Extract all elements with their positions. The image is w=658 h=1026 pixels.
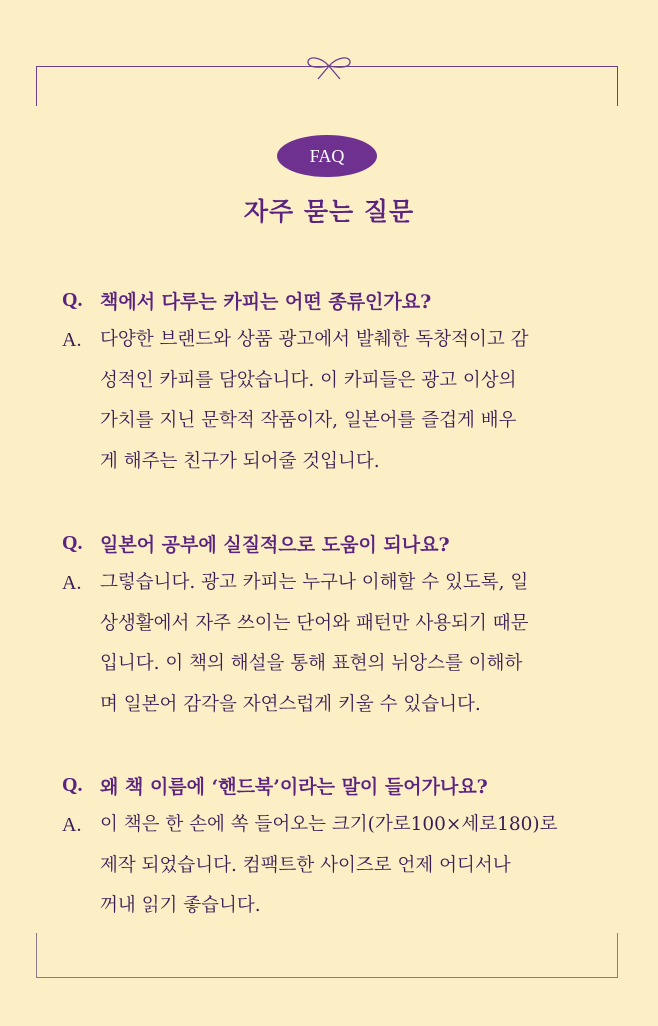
- answer-line: 그렇습니다. 광고 카피는 누구나 이해할 수 있도록, 일: [100, 572, 529, 593]
- ribbon-bow-icon: [302, 52, 356, 82]
- question-mark: Q.: [62, 774, 83, 796]
- answer-line: 게 해주는 친구가 되어줄 것입니다.: [100, 450, 380, 472]
- answer-mark: A.: [62, 572, 82, 594]
- answer-line: 상생활에서 자주 쓰이는 단어와 패턴만 사용되기 때문: [100, 612, 529, 634]
- answer-text: [100, 320, 528, 482]
- bottom-frame: [36, 933, 618, 978]
- answer-line: 며 일본어 감각을 자연스럽게 키울 수 있습니다.: [100, 693, 481, 715]
- answer-mark: A.: [62, 814, 82, 836]
- faq-item: [62, 765, 602, 927]
- answer-line: 다양한 브랜드와 상품 광고에서 발췌한 독창적이고 감: [100, 329, 529, 350]
- faq-badge: FAQ: [277, 135, 377, 177]
- faq-item: [62, 280, 602, 482]
- faq-item: [62, 523, 602, 725]
- page-title: 자주 묻는 질문: [243, 197, 415, 226]
- answer-line: 성적인 카피를 담았습니다. 이 카피들은 광고 이상의: [100, 369, 517, 391]
- question-text: 일본어 공부에 실질적으로 도움이 되나요?: [100, 533, 450, 556]
- answer-text: [100, 805, 558, 927]
- question-text: 왜 책 이름에 ‘핸드북’이라는 말이 들어가나요?: [100, 775, 488, 798]
- answer-line: 입니다. 이 책의 해설을 통해 표현의 뉘앙스를 이해하: [100, 653, 523, 674]
- answer-line: 이 책은 한 손에 쏙 들어오는 크기(가로100×세로180)로: [100, 814, 558, 835]
- answer-line: 가치를 지닌 문학적 작품이자, 일본어를 즐겁게 배우: [100, 410, 517, 431]
- question-text: 책에서 다루는 카피는 어떤 종류인가요?: [100, 290, 432, 313]
- answer-line: 꺼내 읽기 좋습니다.: [100, 895, 261, 916]
- answer-text: [100, 563, 528, 725]
- answer-line: 제작 되었습니다. 컴팩트한 사이즈로 언제 어디서나: [100, 854, 511, 876]
- answer-mark: A.: [62, 329, 82, 351]
- question-mark: Q.: [62, 289, 83, 311]
- question-mark: Q.: [62, 532, 83, 554]
